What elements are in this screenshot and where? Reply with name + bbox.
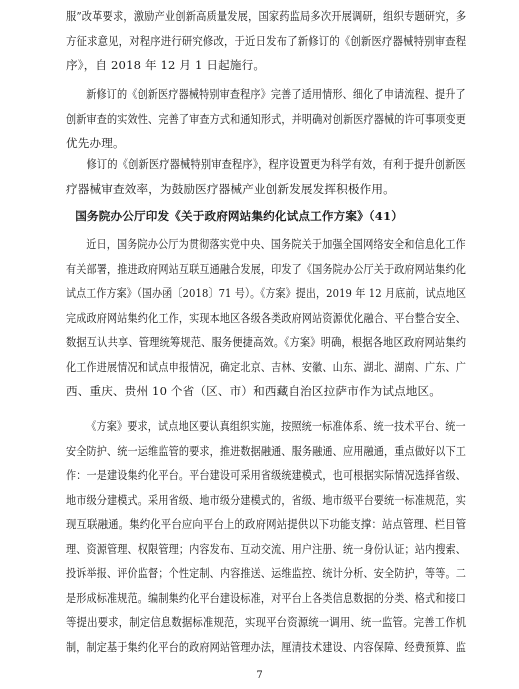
text-line: 新修订的《创新医疗器械特别审查程序》完善了适用情形、细化了申请流程、提升了	[86, 87, 466, 101]
text-line: 《方案》要求，试点地区要认真组织实施，按照统一标准体系、统一技术平台、统一	[86, 419, 466, 433]
text-line: 服”改革要求，激励产业创新高质量发展，国家药监局多次开展调研，组织专题研究，多	[66, 9, 467, 23]
page-number: 7	[256, 670, 263, 681]
text-line: 地市级分建模式。采用省级、地市级分建模式的，省级、地市级平台要统一标准规范，实	[66, 492, 467, 507]
text-line: 疗器械审查效率，为鼓励医疗器械产业创新发展发挥积极作用。	[66, 181, 395, 196]
text-line: 优先办理。	[66, 136, 125, 150]
text-line: 化工作进展情况和试点申报情况，确定北京、吉林、安徽、山东、湖北、湖南、广东、广	[66, 359, 467, 374]
paragraph-3	[66, 152, 466, 201]
text-line: 理、资源管理、权限管理；内容发布、互动交流、用户注册、统一身份认证；站内搜索、	[66, 541, 467, 556]
text-line: 完成政府网站集约化工作，实现本地区各级各类政府网站资源优化融合、平台整合安全、	[66, 310, 467, 325]
text-line: 修订的《创新医疗器械特别审查程序》，程序设置更为科学有效，有利于提升创新医	[86, 157, 466, 171]
text-line: 近日，国务院办公厅为贯彻落实党中央、国务院关于加强全国网络安全和信息化工作	[86, 237, 466, 251]
paragraph-2	[66, 82, 466, 156]
text-line: 现互联融通。集约化平台应向平台上的政府网站提供以下功能支撑：站点管理、栏目管	[66, 517, 467, 531]
section-heading	[66, 204, 466, 229]
text-line: 等提出要求，制定信息数据标准规范，实现平台资源统一调用、统一监管。完善工作机	[66, 615, 467, 629]
heading-title: 国务院办公厅印发《关于政府网站集约化试点工作方案》（41）	[75, 209, 403, 223]
text-line: 方征求意见，对程序进行研究修改，于近日发布了新修订的《创新医疗器械特别审查程	[66, 33, 467, 48]
text-line: 数据互认共享、管理统筹规范、服务便捷高效。《方案》明确，根据各地区政府网站集约	[66, 335, 467, 349]
text-line: 序》，自 2018 年 12 月 1 日起施行。	[66, 58, 266, 72]
text-line: 作：一是建设集约化平台。平台建设可采用省级统建模式，也可根据实际情况选择省级、	[66, 468, 467, 482]
text-line: 安全防护、统一运维监管的要求，推进数据融通、服务融通、应用融通，重点做好以下工	[66, 443, 467, 458]
text-line: 西、重庆、贵州 10 个省（区、市）和西藏自治区拉萨市作为试点地区。	[66, 384, 442, 398]
paragraph-1	[66, 4, 466, 78]
text-line: 制，制定基于集约化平台的政府网站管理办法，厘清技术建设、内容保障、经费预算、监	[66, 639, 467, 654]
text-line: 创新审查的实效性、完善了审查方式和通知形式，并明确对创新医疗器械的许可事项变更	[66, 111, 467, 126]
paragraph-5	[66, 414, 466, 659]
text-line: 投诉举报、评价监督；个性定制、内容推送、运维监控、统计分析、安全防护，等等。二	[66, 566, 467, 580]
text-line: 有关部署，推进政府网站互联互通融合发展，印发了《国务院办公厅关于政府网站集约化	[66, 261, 467, 276]
text-line: 是形成标准规范。编制集约化平台建设标准，对平台上各类信息数据的分类、格式和接口	[66, 590, 467, 605]
paragraph-4	[66, 232, 466, 404]
text-line: 试点工作方案》（国办函〔2018〕71 号）。《方案》提出，2019 年 12 月底前，试点地区	[66, 286, 467, 300]
